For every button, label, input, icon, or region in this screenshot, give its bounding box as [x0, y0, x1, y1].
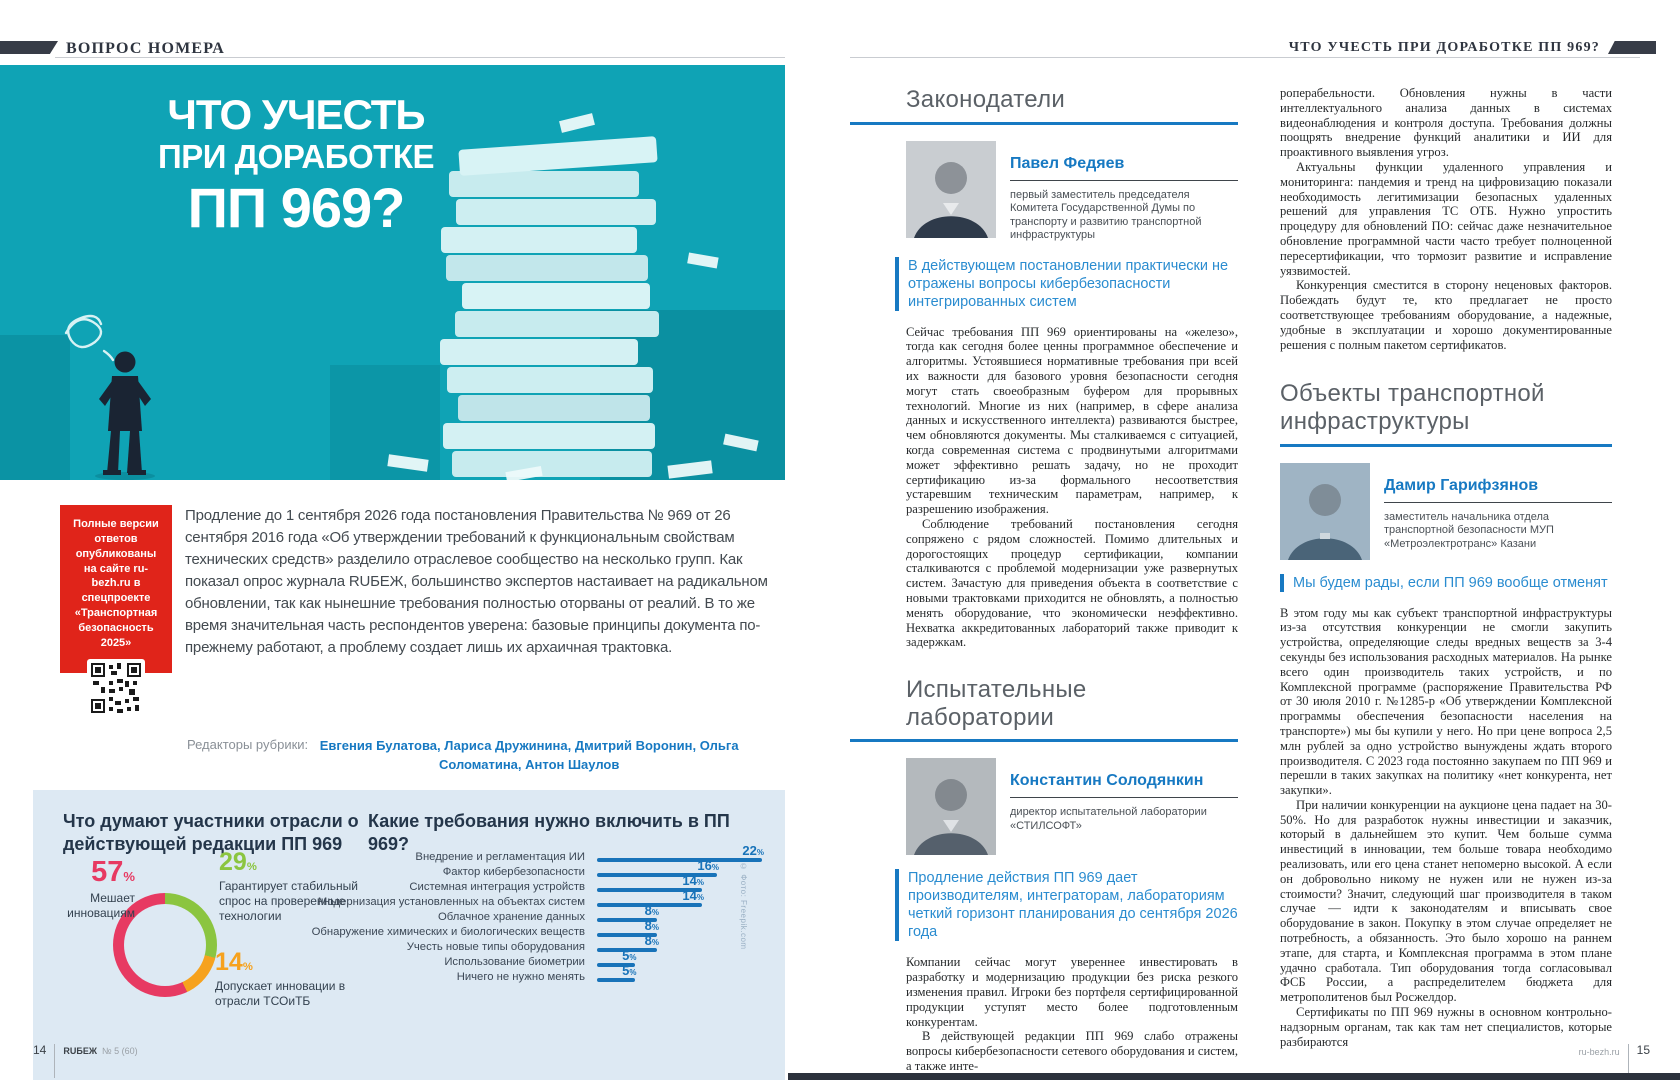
thinking-man-icon	[95, 352, 155, 481]
site-url: ru-bezh.ru	[1578, 1047, 1620, 1057]
bar-label: Внедрение и регламентация ИИ	[415, 851, 585, 863]
bar-label: Ничего не нужно менять	[456, 971, 585, 983]
bar-value: 14%	[682, 888, 704, 903]
section-rule	[850, 739, 1238, 742]
donut-hole	[124, 904, 206, 986]
bar-label: Учесть новые типы оборудования	[406, 941, 585, 953]
issue-number: № 5 (60)	[101, 1046, 138, 1056]
hero-illustration	[0, 65, 785, 480]
section-rule	[850, 122, 1238, 125]
hero-title-line3: ПП 969?	[187, 175, 405, 239]
segment-value: 14	[215, 948, 243, 976]
hero-title	[158, 93, 434, 238]
person-role: первый заместитель председателя Комитета Государственной Думы по транспорту и развитию транспортной инфраструктуры	[1010, 188, 1202, 242]
article-paragraph: Сейчас требования ПП 969 ориентированы на «железо», тогда как сегодня более ценны программное обеспечение и алгоритмы. Устоявшиеся нормативные требования при всей их важности для базового уровня безопасности сегодня могут стать своеобразным буфером для прорывных технологий. Многие из них (например, в сфере анализа данных и искусственного интеллекта) развиваются быстрее, чем обновляются документы. Мы сталкиваемся с ситуацией, когда современная система с продвинутыми алгоритмами может эффективно решать задачу, но не проходит сертификацию из-за формального несоответствия устаревшим техническим параметрам, например, к разрешению изображения.	[906, 324, 1238, 517]
article-paragraph: Конкуренция сместится в сторону неценовых факторов. Побеждать будут те, кто предлагает не просто соответствующее требованиям оборудование, а надежные, удобные в эксплуатации и хорошо документированные решения с полным пакетом сертификатов.	[1280, 278, 1612, 352]
person-info	[1010, 141, 1238, 243]
person-name: Константин Солодянкин	[1010, 772, 1238, 798]
bar-label: Облачное хранение данных	[437, 911, 585, 923]
segment-value: 57	[91, 856, 124, 888]
section-heading-infrastructure: Объекты транспортной инфраструктуры	[1280, 380, 1545, 435]
bar-label: Системная интеграция устройств	[409, 881, 585, 893]
bar-value: 8%	[644, 903, 659, 918]
qr-code	[87, 659, 145, 717]
bar-value: 14%	[682, 873, 704, 888]
bar-chart-title: Какие требования нужно включить в ПП 969?	[368, 811, 730, 854]
photo-credit: © Фото: Freepik.com	[739, 862, 748, 950]
person-card	[1280, 463, 1612, 560]
section-heading-legislators: Законодатели	[906, 86, 1066, 113]
bar-label: Фактор кибербезопасности	[442, 866, 585, 878]
section-rule	[1280, 444, 1612, 447]
bar-value: 5%	[622, 948, 637, 963]
person-role: директор испытательной лаборатории «СТИЛСОФТ»	[1010, 806, 1207, 832]
bar	[597, 978, 635, 982]
column-1	[850, 86, 1238, 1074]
segment-label: Гарантирует стабильный спрос на проверенные технологии	[219, 879, 359, 923]
person-card	[906, 141, 1238, 243]
person-info	[1010, 758, 1238, 855]
person-role: заместитель начальника отдела транспортной безопасности МУП «Метроэлектротранс» Казани	[1384, 510, 1554, 550]
bar-label: Использование биометрии	[444, 956, 585, 968]
donut-chart-title: Что думают участники отрасли о действующей редакции ПП 969	[63, 811, 359, 854]
bar-value: 8%	[644, 933, 659, 948]
page-number: 15	[1636, 1043, 1650, 1057]
person-photo	[1280, 463, 1370, 560]
page-edge-bar	[788, 1073, 1680, 1080]
bar-row	[299, 918, 779, 940]
page-number: 14	[33, 1043, 47, 1057]
bar-row	[299, 873, 779, 895]
section-kicker: ВОПРОС НОМЕРА	[66, 40, 225, 57]
paper-stack-icon	[440, 136, 659, 477]
bar-label: Обнаружение химических и биологических веществ	[311, 926, 585, 938]
scribble-icon	[66, 316, 113, 360]
magazine-name: RUБЕЖ	[63, 1046, 97, 1056]
person-card	[906, 758, 1238, 855]
qr-info-box	[60, 505, 172, 673]
bar-row	[299, 963, 779, 985]
column-2	[1280, 86, 1612, 1049]
section-heading-labs: Испытательные лаборатории	[906, 676, 1087, 731]
infographic-panel	[33, 790, 785, 1080]
article-paragraph: При наличии конкуренции на аукционе цена падает на 30-50%. Но для разработок нужны инвестиции и заказчик, который в дальнейшем это купит. Чем больше сумма инвестиций в инновации, тем больше товара необходимо реализовать, или его цена станет непомерно высокой. А если он добровольно никому не нужен или не нужен из-за стоимости? Значит, следующий шаг производителя в таком случае — идти к законодателям и вписывать свое оборудование в закон. Покупку в этом случае определяет не потребность, а обязанность. Это было хорошо на раннем этапе, для старта, и Комплексная программа в этом плане удачно сработала. Тип оборудования тогда согласовывал ФСБ России, а распределителем бюджета для метрополитенов был Росжелдор.	[1280, 797, 1612, 1005]
person-photo	[906, 758, 996, 855]
page-right	[840, 0, 1680, 1080]
bar-value: 22%	[742, 843, 764, 858]
intro-paragraph: Продление до 1 сентября 2026 года постановления Правительства № 969 от 26 сентября 2016 года «Об утверждении требований к функциональным свойствам технических средств» разделило отраслевое сообщество на несколько групп. Как показал опрос журнала RUБЕЖ, большинство экспертов настаивает на радикальном обновлении, так как нынешние требования полностью оторваны от реалий. В то же время значительная часть респондентов уверена: базовые принципы документа по-прежнему работают, а проблему создает лишь их архаичная трактовка.	[185, 507, 768, 656]
footer-divider	[54, 1044, 55, 1078]
pull-quote: Мы будем рады, если ПП 969 вообще отменят	[1280, 574, 1612, 592]
person-photo	[906, 141, 996, 238]
kicker-flag-left	[0, 41, 58, 54]
hero-title-line1: ЧТО УЧЕСТЬ	[167, 91, 425, 138]
bar-value: 8%	[644, 918, 659, 933]
bar-track	[597, 963, 637, 982]
segment-label: Допускает инновации в отрасли ТСОиТБ	[215, 979, 346, 1008]
segment-value: 29	[219, 848, 247, 876]
article-paragraph: В действующей редакции ПП 969 слабо отражены вопросы кибербезопасности сетевого оборудования и систем, а также инте-	[906, 1029, 1238, 1073]
bar-row	[299, 933, 779, 955]
header-rule	[55, 57, 785, 58]
running-head: ЧТО УЧЕСТЬ ПРИ ДОРАБОТКЕ ПП 969?	[1288, 40, 1600, 55]
segment-num	[41, 858, 135, 887]
person-name: Дамир Гарифзянов	[1384, 477, 1612, 503]
segment-unit: %	[123, 869, 135, 884]
bar-value: 16%	[697, 858, 719, 873]
header-rule	[850, 57, 1640, 58]
bar-row	[299, 888, 779, 910]
article-paragraph: роперабельности. Обновления нужны в части интеллектуального анализа данных в системах видеонаблюдения и контроля доступа. Требования должны поощрять внедрение функций аналитики и ИИ для проактивного выявления угроз.	[1280, 86, 1612, 160]
article-paragraph: Компании сейчас могут увереннее инвестировать в разработку и модернизацию продукции без риска резкого изменения правил. Игроки без портфеля сертифицированной продукции уступят место более подготовленным конкурентам.	[906, 955, 1238, 1029]
article-paragraph: Сертификаты по ПП 969 нужны в основном контрольно-надзорным органам, так как там нет специалистов, которые разбираются	[1280, 1005, 1612, 1049]
bar-value: 5%	[622, 963, 637, 978]
editors-names: Евгения Булатова, Лариса Дружинина, Дмитрий Воронин, Ольга Соломатина, Антон Шаулов	[319, 738, 739, 772]
person-info	[1384, 463, 1612, 560]
hero-title-line2: ПРИ ДОРАБОТКЕ	[158, 138, 434, 176]
person-name: Павел Федяев	[1010, 155, 1238, 181]
bar-track	[597, 843, 764, 862]
bar	[597, 858, 762, 862]
bar-row	[299, 948, 779, 970]
editors-line	[187, 737, 787, 775]
qr-info-text: Полные версии ответов опубликованы на сайте ru-bezh.ru в спецпроекте «Транспортная безопасность 2025»	[73, 518, 159, 649]
pull-quote: В действующем постановлении практически не отражены вопросы кибербезопасности интегрированных систем	[895, 257, 1238, 311]
pull-quote: Продление действия ПП 969 дает производителям, интеграторам, лабораториям четкий горизонт планирования до сентября 2026 года	[895, 869, 1238, 941]
kicker-flag-right	[1608, 41, 1656, 54]
segment-unit: %	[242, 961, 253, 973]
bar-row	[299, 858, 779, 880]
article-paragraph: Соблюдение требований постановления сегодня сопряжено с рядом сложностей. Помимо длительных и дорогостоящих процедур сертификации, компании сталкиваются с проблемой модернизации уже развернутых систем. Зачастую для приведения объекта в соответствие с новыми трактовками приходится не обновлять, а полностью менять оборудование, что экономически неэффективно. Нехватка аккредитованных лабораторий также приводит к задержкам.	[906, 516, 1238, 650]
editors-label: Редакторы рубрики:	[187, 737, 309, 752]
donut-label-57	[41, 858, 135, 921]
bar-chart-rows	[299, 843, 779, 985]
article-paragraph: Актуальны функции удаленного управления и мониторинга: пандемия и тренд на цифровизацию показали необходимость легитимизации безопасных удаленных решений для управления ТС ОТБ. Нужно упростить процедуру для обновлений ПО: сейчас даже незначительное обновление программной части часто требует полноценной пересертификации, что тормозит развитие и исправление уязвимостей.	[1280, 159, 1612, 278]
article-paragraph: В этом году мы как субъект транспортной инфраструктуры из-за отсутствия конкуренции не смогли закупить устройства, определяющие следы вредных веществ за 3-4 секунды без использования расходных материалов. На рынке всего один производитель таких устройств, и по Комплексной программе (распоряжение Правительства РФ от 30 июля 2010 г. №1285-р «Об утверждении Комплексной программы обеспечения безопасности населения на транспорте») мы бы купили у него. Но при цене вопроса 2,5 млн рублей за одно устройство вынуждены ждать второго производителя. С 2023 года постоянно закупаем по ПП 969 и перешли в таких закупках на политику «нет конкурента, нет закупки».	[1280, 605, 1612, 798]
bar-label: Модернизация установленных на объектах систем	[317, 896, 585, 908]
bar-row	[299, 903, 779, 925]
segment-label: Мешает инновациям	[67, 891, 135, 920]
segment-unit: %	[246, 861, 257, 873]
footer-left	[33, 1044, 138, 1078]
